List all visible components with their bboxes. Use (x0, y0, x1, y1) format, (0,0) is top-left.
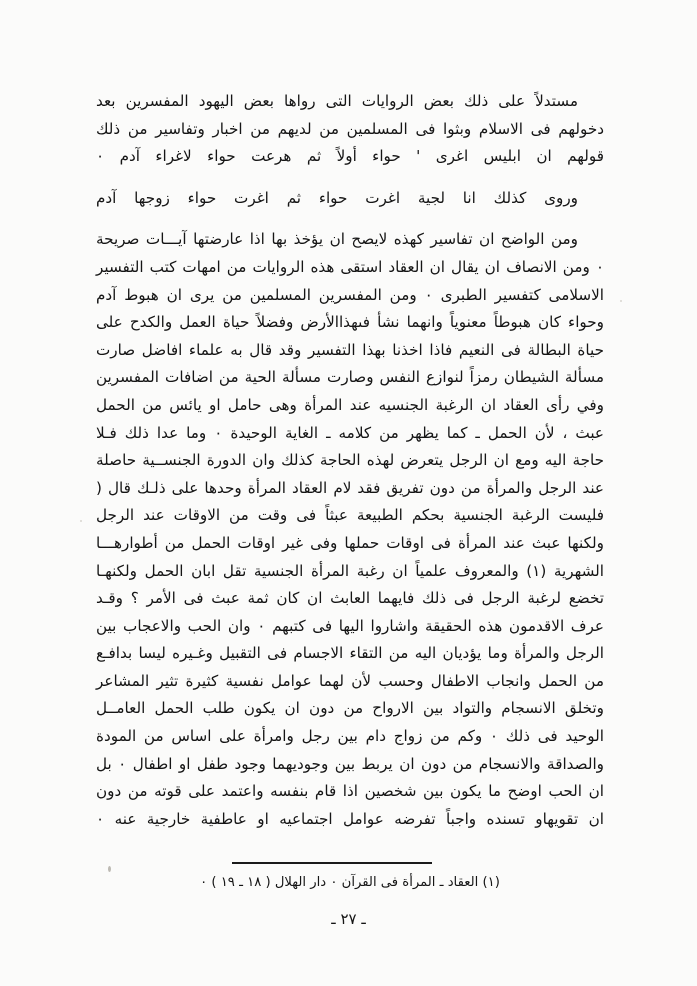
paper-speck (620, 300, 622, 302)
paragraph-2: وروى كذلك انا لجية اغرت حواء ثم اغرت حواء زوجها آدم (96, 188, 578, 207)
body-text-column (96, 88, 604, 833)
footnote-text: (١) العقاد ـ المرأة فى القرآن ٠ دار الهلال ( ١٨ ـ ١٩ ) ٠ (200, 875, 500, 890)
paragraph-3: ومن الواضح ان تفاسير كهذه لايصح ان يؤخذ بها اذا عارضتها آيـــات صريحة ٠ ومن الانصاف ان يقال ان العقاد استقى هذه الروايات من امهات كتب التفسير الاسلامى كتفسير الطبرى ٠ ومن المفسرين المسلمين من يرى ان هبوط آدم وحواء كان هبوطاً معنوياً وانهما نشأ فىهذاالأرض وفضلاً حياة العمل والكدح على حياة البطالة فى النعيم فاذا اخذنا بهذا التفسير وقد قال به علماء افاضل صارت مسألة الشيطان رمزاً لنوازع النفس وصارت مسألة الحية من اضافات المفسرين وفي رأى العقاد ان الرغبة الجنسيه عند المرأة وهى حامل او يائس من الحمل عبث ، لأن الحمل ـ كما يظهر من كلامه ـ الغاية الوحيدة ٠ وما عدا ذلك فـلا حاجة اليه ومع ان الرجل يتعرض لهذه الحاجة كذلك وان الدورة الجنســية حاصلة عند الرجل والمرأة من دون تفريق فقد لام العقاد المرأة وحدها على ذلـك قال ( فليست الرغبة الجنسية بحكم الطبيعة عبثاً فى وقت من الاوقات عند الرجل ولكنها عبث عند المرأة فى اوقات حملها وفى غير اوقات الحمل من أطوارهـــا الشهرية (١) والمعروف علمياً ان رغبة المرأة الجنسية تقل ابان الحمل ولكنهـا تخضع لرغبة الرجل فى ذلك فايهما العابث ان كان ثمة عبث فى الأمر ؟ وقـد عرف الاقدمون هذه الحقيقة واشاروا اليها فى كتبهم ٠ وان الحب والاعجاب بين الرجل والمرأة وما يؤديان اليه من التقاء الاجسام فى التقبيل وغـيره ليسا بدافـع من الحمل وانجاب الاطفال وحسب لأن لهما عوامل نفسية كثيرة تثير المشاعر وتخلق الانسجام والتواد بين الارواح من دون ان يكون طلب الحمل العامــل الوحيد فى ذلك ٠ وكم من زواج دام بين رجل وامرأة على اساس من المودة والصداقة والانسجام من دون ان يربط بين وجوديهما وجود طفل او اطفال ٠ بل ان الحب اوضح ما يكون بين شخصين اذا قام بنفسه واعتمد على قوته من دون ان تقويهاو تسنده واجباً تفرضه عوامل اجتماعيه او عاطفية خارجية عنه ٠ (96, 230, 605, 828)
page-number: ـ ٢٧ ـ (331, 910, 366, 928)
paper-speck (80, 520, 82, 522)
footnote-divider (232, 862, 432, 864)
paragraph-1: مستدلاً على ذلك بعض الروايات التى رواها بعض اليهود المفسرين بعد دخولهم فى الاسلام وبثوا فى المسلمين من لديهم من اخبار وتفاسير من ذلك قولهم ان ابليس اغرى ' حواء أولاً ثم هرعت حواء لاغراء آدم ٠ (96, 92, 604, 166)
